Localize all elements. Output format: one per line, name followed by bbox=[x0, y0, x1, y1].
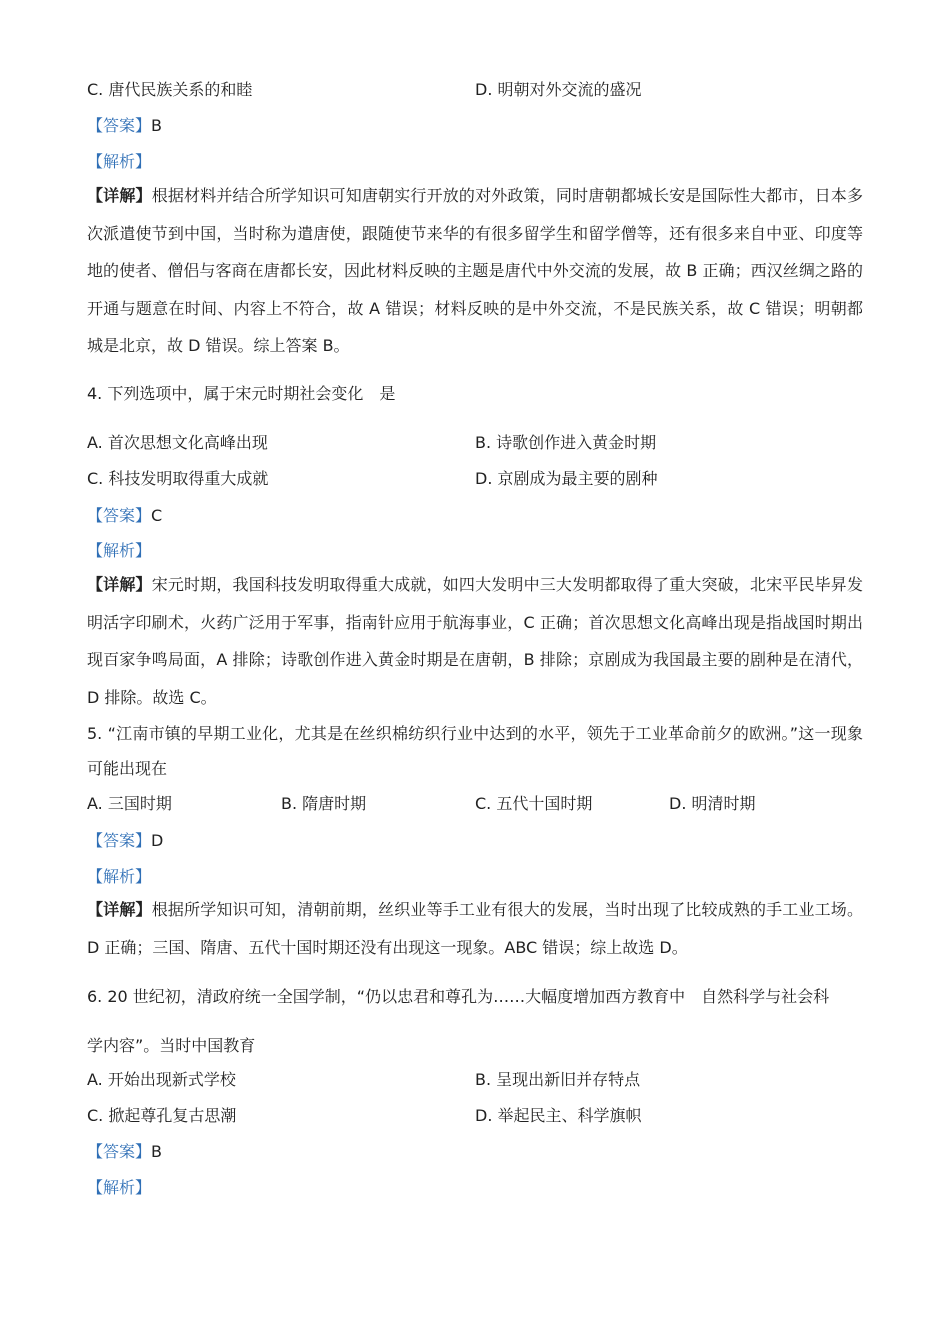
q4-answer: 【答案】C bbox=[87, 506, 163, 525]
q6-stem-line1: 6. 20 世纪初，清政府统一全国学制，“仍以忠君和尊孔为……大幅度增加西方教育中 自然科学与社会科 bbox=[87, 987, 830, 1006]
q5-option-c: C. 五代十国时期 bbox=[475, 794, 593, 813]
q5-analysis-tag: 【解析】 bbox=[87, 867, 152, 886]
answer-tag: 【答案】 bbox=[87, 116, 152, 135]
q4-analysis-tag: 【解析】 bbox=[87, 541, 152, 560]
q4-option-d: D. 京剧成为最主要的剧种 bbox=[475, 469, 658, 488]
q5-option-b: B. 隋唐时期 bbox=[281, 794, 367, 813]
q5-option-a: A. 三国时期 bbox=[87, 794, 172, 813]
q4-option-a: A. 首次思想文化高峰出现 bbox=[87, 433, 268, 452]
q6-option-a: A. 开始出现新式学校 bbox=[87, 1070, 236, 1089]
q4-detail: 【详解】宋元时期，我国科技发明取得重大成就，如四大发明中三大发明都取得了重大突破，北宋平民毕昇发明活字印刷术，火药广泛用于军事，指南针应用于航海事业，C 正确；首次思想文化高峰出现是指战国时期出现百家争鸣局面，A 排除；诗歌创作进入黄金时期是在唐朝，B 排除；京剧成为我国最主要的剧种是在清代，D 排除。故选 C。 bbox=[87, 575, 863, 707]
q4-stem: 4. 下列选项中，属于宋元时期社会变化 是 bbox=[87, 384, 396, 403]
q3-detail bbox=[87, 177, 863, 365]
q3-option-d: D. 明朝对外交流的盛况 bbox=[475, 80, 642, 99]
q5-answer: 【答案】D bbox=[87, 831, 164, 850]
detail-tag: 【详解】 bbox=[87, 186, 152, 205]
q6-stem-line2: 学内容”。当时中国教育 bbox=[87, 1036, 256, 1055]
answer-value: B bbox=[151, 116, 162, 135]
q3-analysis-tag: 【解析】 bbox=[87, 152, 152, 171]
q6-option-c: C. 掀起尊孔复古思潮 bbox=[87, 1106, 237, 1125]
q4-option-b: B. 诗歌创作进入黄金时期 bbox=[475, 433, 657, 452]
q3-answer bbox=[87, 115, 162, 137]
q5-option-d: D. 明清时期 bbox=[669, 794, 756, 813]
q6-answer: 【答案】B bbox=[87, 1142, 162, 1161]
q3-option-c: C. 唐代民族关系的和睦 bbox=[87, 80, 253, 99]
q6-analysis-tag: 【解析】 bbox=[87, 1178, 152, 1197]
q6-option-b: B. 呈现出新旧并存特点 bbox=[475, 1070, 641, 1089]
detail-text: 根据材料并结合所学知识可知唐朝实行开放的对外政策，同时唐朝都城长安是国际性大都市，日本多次派遣使节到中国，当时称为遣唐使，跟随使节来华的有很多留学生和留学僧等，还有很多来自中亚、印度等地的使者、僧侣与客商在唐都长安，因此材料反映的主题是唐代中外交流的发展，故 B 正确；西汉丝绸之路的开通与题意在时间、内容上不符合，故 A 错误；材料反映的是中外交流，不是民族关系，故 C 错误；明朝都城是北京，故 D 错误。综上答案 B。 bbox=[87, 186, 863, 355]
q4-option-c: C. 科技发明取得重大成就 bbox=[87, 469, 269, 488]
q5-stem: 5. “江南市镇的早期工业化，尤其是在丝织棉纺织行业中达到的水平，领先于工业革命前夕的欧洲。”这一现象可能出现在 bbox=[87, 724, 863, 778]
q5-detail: 【详解】根据所学知识可知，清朝前期，丝织业等手工业有很大的发展，当时出现了比较成熟的手工业工场。 D 正确；三国、隋唐、五代十国时期还没有出现这一现象。ABC 错误；综上故选 D。 bbox=[87, 900, 863, 957]
q6-option-d: D. 举起民主、科学旗帜 bbox=[475, 1106, 642, 1125]
